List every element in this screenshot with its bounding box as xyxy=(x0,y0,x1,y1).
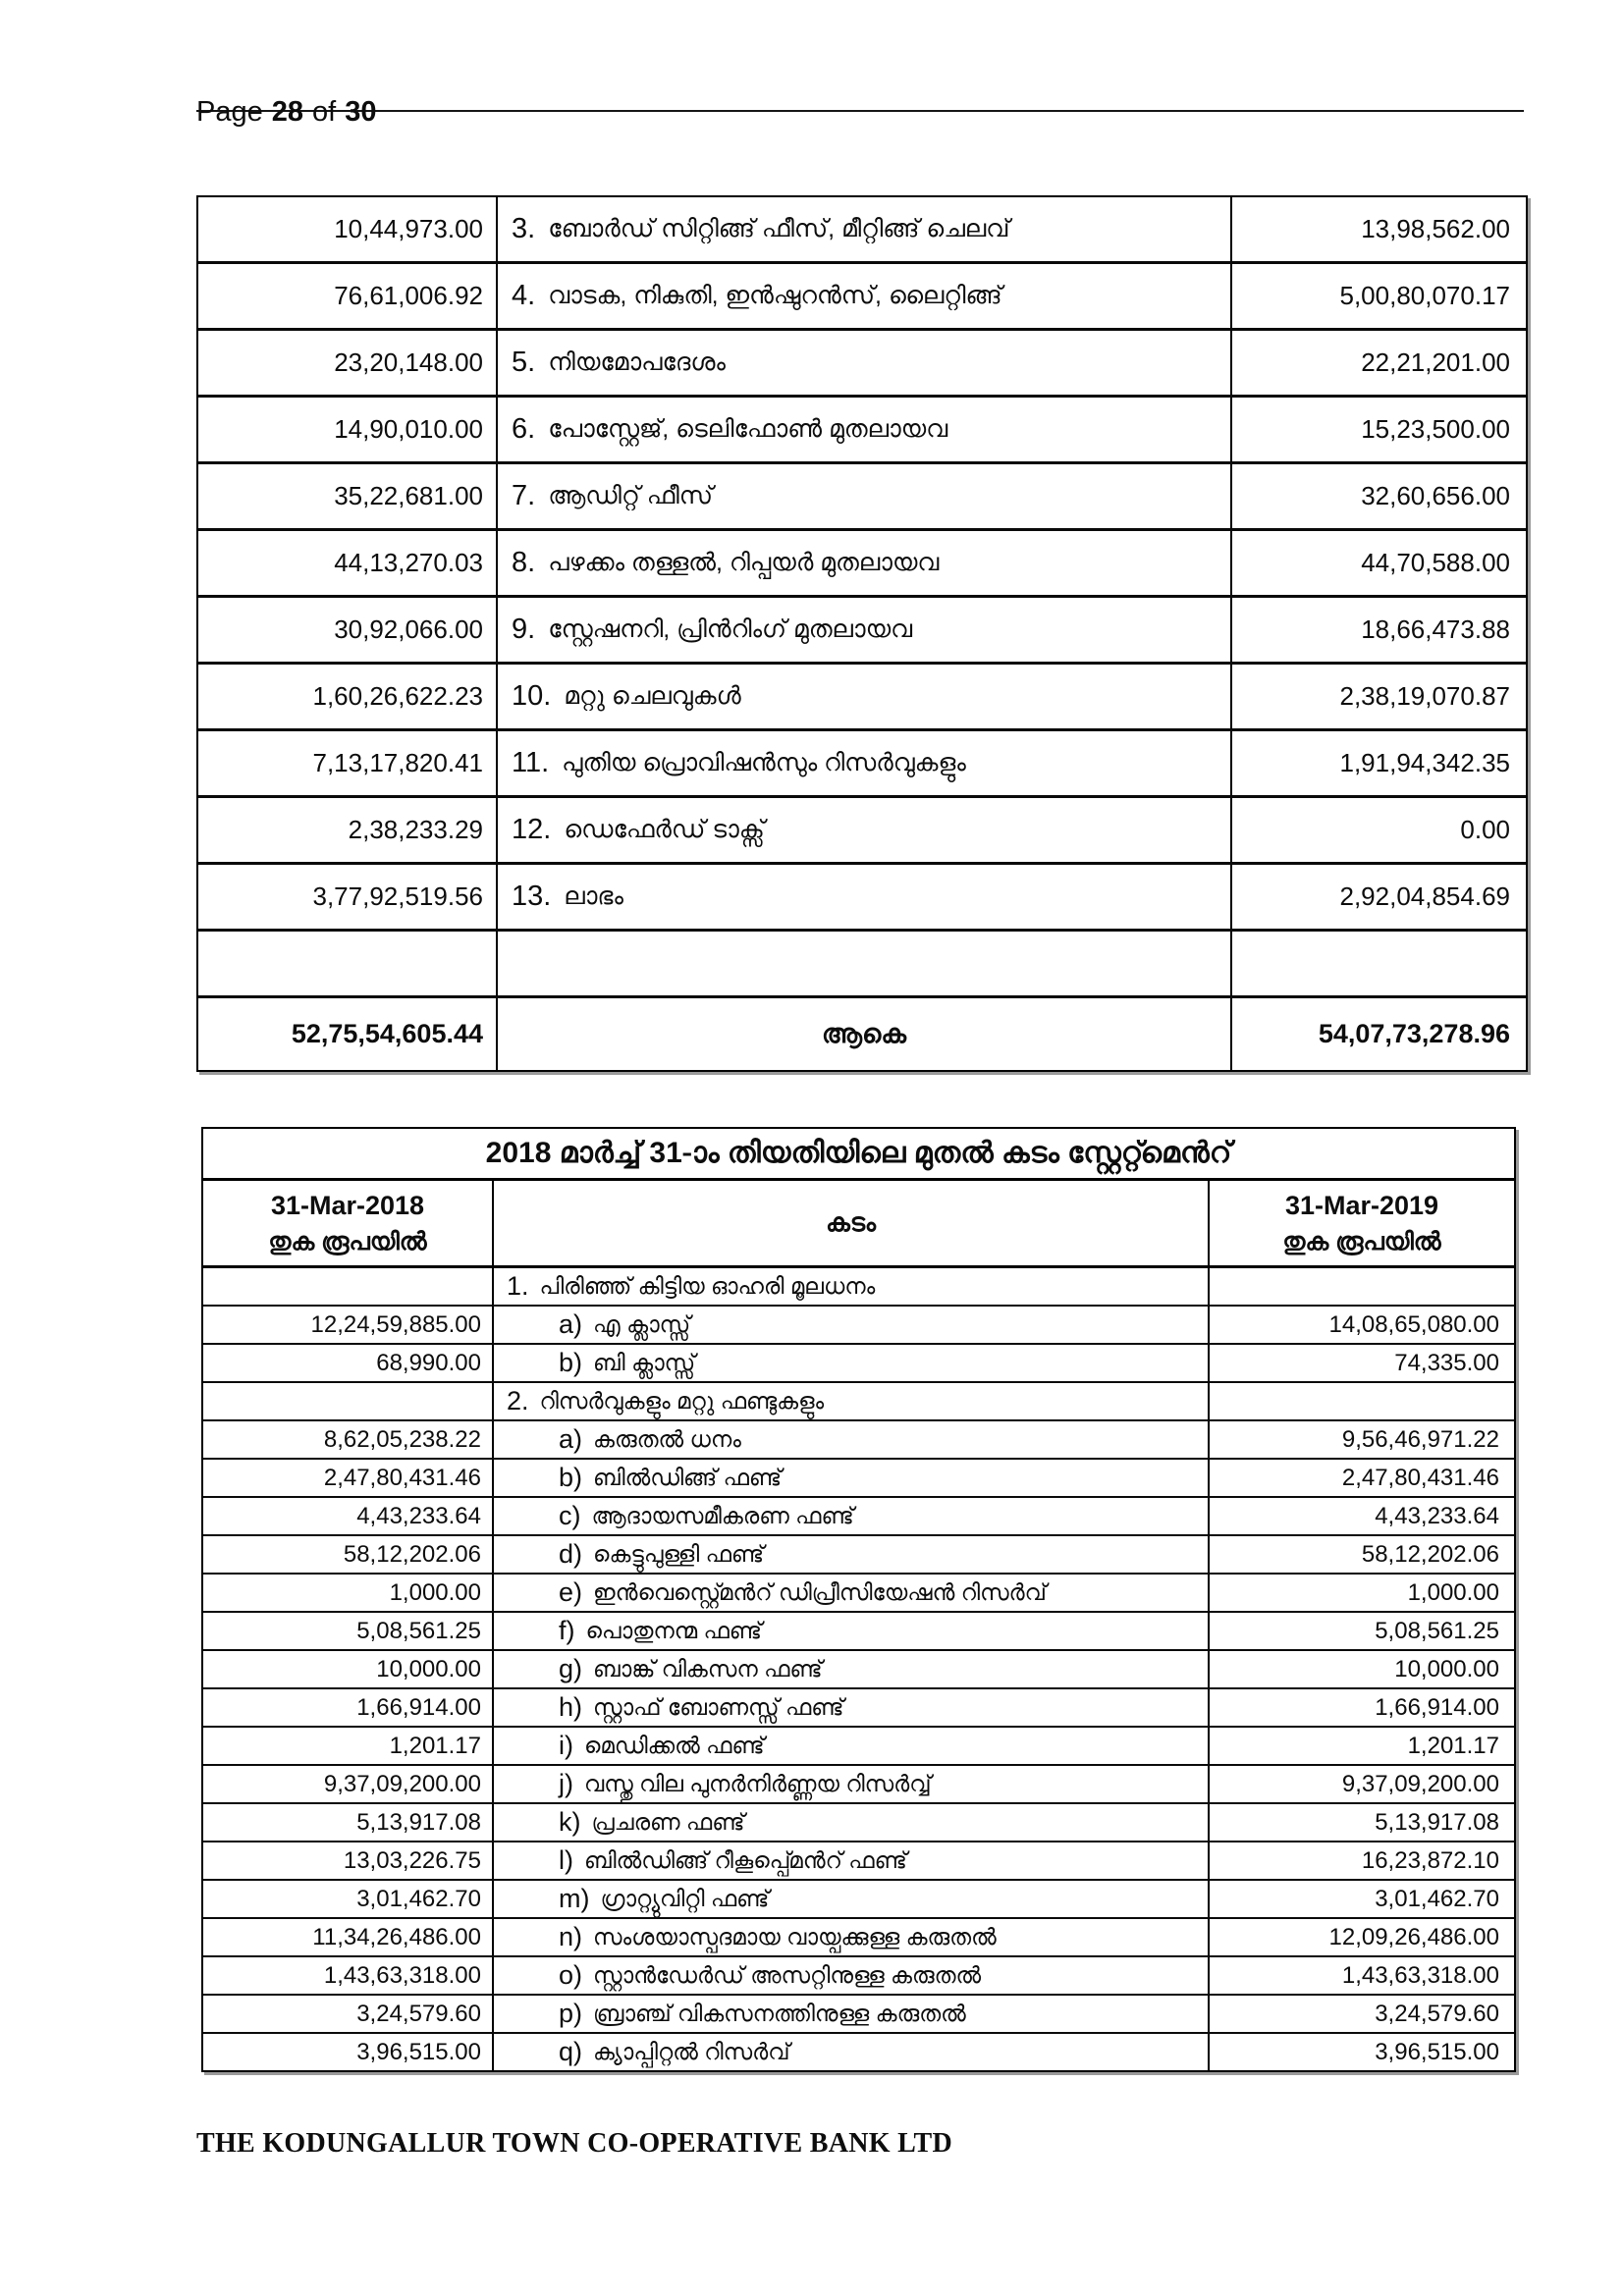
particular-cell xyxy=(494,1460,1210,1496)
amount-2019-cell: 3,24,579.60 xyxy=(1375,2000,1499,2027)
amount-2018-cell: 10,000.00 xyxy=(203,1651,494,1687)
item-label: ബിൽഡിങ്ങ് റീകൂപ്പ്മെൻറ് ഫണ്ട് xyxy=(584,1847,907,1873)
amount-2019-cell: 9,37,09,200.00 xyxy=(1341,1770,1499,1797)
particular-cell xyxy=(494,1881,1210,1917)
amount-2018-cell: 3,77,92,519.56 xyxy=(198,865,498,929)
table-row xyxy=(198,464,1526,531)
amount-2018-cell: 5,13,917.08 xyxy=(203,1804,494,1841)
particular-cell xyxy=(498,665,1232,728)
table-row xyxy=(203,1421,1514,1460)
item-label: കെട്ടുപുള്ളി ഫണ്ട് xyxy=(593,1541,765,1567)
item-number: 9. xyxy=(512,614,536,645)
particular-cell xyxy=(494,1957,1210,1994)
item-number: o) xyxy=(559,1960,583,1990)
item-label: പൊതുനന്മ ഫണ്ട് xyxy=(585,1618,763,1643)
table-row xyxy=(198,531,1526,598)
header-2019-unit: തുക രൂപയിൽ xyxy=(1282,1227,1441,1255)
item-number: b) xyxy=(559,1463,583,1492)
amount-2018-cell: 8,62,05,238.22 xyxy=(203,1421,494,1458)
particular-cell xyxy=(494,1919,1210,1955)
amount-2019-cell: 5,00,80,070.17 xyxy=(1339,281,1510,310)
item-label: സ്റ്റാഫ് ബോണസ്സ് ഫണ്ട് xyxy=(593,1694,844,1720)
page-of-label: of xyxy=(312,96,337,128)
total-2019-cell: 54,07,73,278.96 xyxy=(1318,1019,1510,1048)
item-number: 13. xyxy=(512,881,552,912)
amount-2018-cell: 2,38,233.29 xyxy=(198,798,498,862)
item-label: പോസ്റ്റേജ്, ടെലിഫോൺ മുതലായവ xyxy=(548,415,948,443)
table-row xyxy=(198,197,1526,264)
item-label: വാടക, നികുതി, ഇൻഷുറൻസ്, ലൈറ്റിങ്ങ് xyxy=(548,282,1002,309)
particular-cell xyxy=(494,1498,1210,1534)
bank-name: THE KODUNGALLUR TOWN CO-OPERATIVE BANK LTD xyxy=(196,2128,953,2159)
amount-2018-cell: 68,990.00 xyxy=(203,1345,494,1381)
header-particulars xyxy=(494,1181,1210,1265)
amount-2018-cell: 7,13,17,820.41 xyxy=(198,731,498,795)
item-number: c) xyxy=(559,1501,581,1530)
amount-2018-cell: 1,000.00 xyxy=(203,1575,494,1611)
amount-2019-cell: 2,92,04,854.69 xyxy=(1339,881,1510,911)
amount-2018-cell: 13,03,226.75 xyxy=(203,1842,494,1879)
amount-2019-cell: 3,96,515.00 xyxy=(1375,2038,1499,2065)
amount-2019-cell: 2,38,19,070.87 xyxy=(1339,681,1510,711)
amount-2019-cell: 1,000.00 xyxy=(1407,1578,1499,1606)
amount-2018-cell: 5,08,561.25 xyxy=(203,1613,494,1649)
particular-cell xyxy=(494,1651,1210,1687)
table-row xyxy=(203,1766,1514,1804)
item-label: പിരിഞ്ഞ് കിട്ടിയ ഓഹരി മൂലധനം xyxy=(539,1273,876,1299)
particular-cell xyxy=(494,1728,1210,1764)
total-row xyxy=(198,998,1526,1070)
particular-cell xyxy=(494,1575,1210,1611)
amount-2019-cell: 16,23,872.10 xyxy=(1361,1846,1499,1874)
amount-2019-cell: 9,56,46,971.22 xyxy=(1341,1425,1499,1453)
item-number: 11. xyxy=(512,747,550,778)
particular-cell xyxy=(494,1766,1210,1802)
item-label: ബാങ്ക് വികസന ഫണ്ട് xyxy=(593,1656,823,1682)
amount-2019-cell: 5,08,561.25 xyxy=(1375,1617,1499,1644)
table-row xyxy=(203,1957,1514,1996)
item-number: 3. xyxy=(512,213,536,244)
header-2018-date: 31-Mar-2018 xyxy=(270,1190,425,1220)
particular-cell xyxy=(498,464,1232,528)
item-number: 5. xyxy=(512,347,536,378)
particular-cell xyxy=(498,398,1232,461)
amount-2019-cell: 3,01,462.70 xyxy=(1375,1885,1499,1912)
item-number: 8. xyxy=(512,547,536,578)
amount-2019-cell: 74,335.00 xyxy=(1394,1349,1499,1376)
amount-2018-cell: 3,24,579.60 xyxy=(203,1996,494,2032)
amount-2019-cell: 0.00 xyxy=(1460,815,1510,844)
item-number: q) xyxy=(559,2037,583,2066)
table-row xyxy=(203,1498,1514,1536)
particular-cell xyxy=(494,2034,1210,2070)
table-row xyxy=(203,1919,1514,1957)
amount-2018-cell: 1,60,26,622.23 xyxy=(198,665,498,728)
table-row xyxy=(203,1804,1514,1842)
item-number: e) xyxy=(559,1577,583,1607)
table-row xyxy=(203,1460,1514,1498)
particular-cell xyxy=(498,798,1232,862)
total-label-cell: ആകെ xyxy=(498,998,1232,1070)
item-label: ആഡിറ്റ് ഫീസ് xyxy=(548,482,714,509)
header-particulars-label: കടം xyxy=(825,1207,876,1237)
expense-table xyxy=(196,195,1528,1072)
page-total: 30 xyxy=(345,96,377,128)
item-number: f) xyxy=(559,1616,575,1645)
table-row xyxy=(198,398,1526,464)
amount-2019-cell xyxy=(1232,932,1526,995)
amount-2019-cell: 15,23,500.00 xyxy=(1361,414,1510,444)
table-row xyxy=(203,1689,1514,1728)
particular-cell xyxy=(498,531,1232,595)
item-label: എ ക്ലാസ്സ് xyxy=(593,1311,691,1337)
item-number: m) xyxy=(559,1884,590,1913)
item-number: g) xyxy=(559,1654,583,1683)
item-number: 7. xyxy=(512,480,536,511)
amount-2018-cell xyxy=(198,932,498,995)
amount-2018-cell: 58,12,202.06 xyxy=(203,1536,494,1573)
table-row xyxy=(203,1536,1514,1575)
particular-cell xyxy=(494,1307,1210,1343)
amount-2018-cell: 14,90,010.00 xyxy=(198,398,498,461)
header-rule xyxy=(196,110,1524,112)
particular-cell xyxy=(498,197,1232,261)
item-number: h) xyxy=(559,1692,583,1722)
page-number xyxy=(196,96,376,129)
amount-2018-cell: 76,61,006.92 xyxy=(198,264,498,328)
item-number: i) xyxy=(559,1731,573,1760)
amount-2019-cell: 18,66,473.88 xyxy=(1361,614,1510,644)
table-row xyxy=(203,1307,1514,1345)
amount-2018-cell xyxy=(203,1383,494,1419)
table-row xyxy=(198,731,1526,798)
amount-2019-cell: 1,66,914.00 xyxy=(1375,1693,1499,1721)
table-row xyxy=(203,1651,1514,1689)
particular-cell xyxy=(498,598,1232,662)
amount-2018-cell: 4,43,233.64 xyxy=(203,1498,494,1534)
header-2019 xyxy=(1210,1181,1514,1265)
amount-2018-cell: 9,37,09,200.00 xyxy=(203,1766,494,1802)
page-current: 28 xyxy=(271,96,303,128)
table-row xyxy=(198,264,1526,331)
amount-2019-cell: 32,60,656.00 xyxy=(1361,481,1510,510)
particular-cell xyxy=(494,1996,1210,2032)
amount-2019-cell: 12,09,26,486.00 xyxy=(1328,1923,1499,1950)
amount-2018-cell: 12,24,59,885.00 xyxy=(203,1307,494,1343)
amount-2018-cell: 3,96,515.00 xyxy=(203,2034,494,2070)
item-number: 4. xyxy=(512,280,536,311)
empty-row xyxy=(198,932,1526,998)
amount-2019-cell: 1,201.17 xyxy=(1407,1732,1499,1759)
table-row xyxy=(198,665,1526,731)
item-number: n) xyxy=(559,1922,583,1951)
particular-cell xyxy=(498,331,1232,395)
item-label: സംശയാസ്പദമായ വായ്പക്കുള്ള കരുതൽ xyxy=(593,1924,997,1949)
item-number: b) xyxy=(559,1348,583,1377)
amount-2019-cell: 58,12,202.06 xyxy=(1361,1540,1499,1568)
item-label: ഡെഫേർഡ് ടാക്സ് xyxy=(564,816,765,843)
table-row xyxy=(203,2034,1514,2070)
item-number: d) xyxy=(559,1539,583,1569)
table-header-row xyxy=(203,1181,1514,1268)
particular-cell xyxy=(494,1383,1210,1419)
item-label: പ്രചരണ ഫണ്ട് xyxy=(591,1809,745,1835)
particular-cell xyxy=(494,1345,1210,1381)
particular-cell xyxy=(498,865,1232,929)
table-row xyxy=(203,1842,1514,1881)
amount-2018-cell: 30,92,066.00 xyxy=(198,598,498,662)
item-number: 6. xyxy=(512,413,536,445)
item-number: j) xyxy=(559,1769,573,1798)
item-number: a) xyxy=(559,1424,583,1454)
table-row xyxy=(198,598,1526,665)
particular-cell xyxy=(494,1842,1210,1879)
item-label: പുതിയ പ്രൊവിഷൻസും റിസർവുകളും xyxy=(562,749,966,776)
table-row xyxy=(203,1728,1514,1766)
item-label: സ്റ്റാൻഡേർഡ് അസറ്റിനുള്ള കരുതൽ xyxy=(593,1962,982,1988)
header-2018-unit: തുക രൂപയിൽ xyxy=(268,1227,427,1255)
amount-2019-cell: 4,43,233.64 xyxy=(1375,1502,1499,1529)
amount-2019-cell: 14,08,65,080.00 xyxy=(1328,1310,1499,1338)
particular-cell xyxy=(494,1268,1210,1305)
section-row xyxy=(203,1268,1514,1307)
amount-2019-cell: 1,91,94,342.35 xyxy=(1339,748,1510,777)
item-label: ഇൻവെസ്റ്റ്മെൻറ് ഡിപ്രീസിയേഷൻ റിസർവ് xyxy=(593,1579,1047,1605)
page-label: Page xyxy=(196,96,263,128)
item-number: p) xyxy=(559,1999,583,2028)
amount-2019-cell xyxy=(1210,1383,1514,1419)
item-number: k) xyxy=(559,1807,581,1837)
table-row xyxy=(198,865,1526,932)
item-number: a) xyxy=(559,1309,583,1339)
item-label: ലാഭം xyxy=(564,882,623,910)
item-label: ബോർഡ് സിറ്റിങ്ങ് ഫീസ്, മീറ്റിങ്ങ് ചെലവ് xyxy=(548,215,1010,242)
liabilities-table xyxy=(201,1127,1516,2072)
table-row xyxy=(203,1881,1514,1919)
amount-2019-cell: 2,47,80,431.46 xyxy=(1341,1464,1499,1491)
amount-2018-cell: 11,34,26,486.00 xyxy=(203,1919,494,1955)
particular-cell xyxy=(494,1689,1210,1726)
item-label: ആദായസമീകരണ ഫണ്ട് xyxy=(591,1503,854,1528)
amount-2018-cell: 1,201.17 xyxy=(203,1728,494,1764)
amount-2019-cell: 1,43,63,318.00 xyxy=(1341,1961,1499,1989)
amount-2019-cell: 13,98,562.00 xyxy=(1361,214,1510,243)
item-number: 1. xyxy=(507,1271,529,1301)
amount-2018-cell: 2,47,80,431.46 xyxy=(203,1460,494,1496)
particular-cell xyxy=(494,1804,1210,1841)
item-label: പഴക്കം തള്ളൽ, റിപ്പയർ മുതലായവ xyxy=(548,549,940,576)
item-number: 10. xyxy=(512,680,552,712)
particular-cell xyxy=(494,1421,1210,1458)
amount-2019-cell: 5,13,917.08 xyxy=(1375,1808,1499,1836)
item-number: 2. xyxy=(507,1386,529,1415)
item-label: ബി ക്ലാസ്സ് xyxy=(593,1350,696,1375)
item-number: l) xyxy=(559,1845,573,1875)
item-label: നിയമോപദേശം xyxy=(548,348,726,376)
amount-2018-cell: 23,20,148.00 xyxy=(198,331,498,395)
table-row xyxy=(203,1996,1514,2034)
item-label: സ്റ്റേഷനറി, പ്രിൻറിംഗ് മുതലായവ xyxy=(548,615,913,643)
particular-cell xyxy=(498,932,1232,995)
amount-2018-cell: 44,13,270.03 xyxy=(198,531,498,595)
particular-cell xyxy=(494,1613,1210,1649)
amount-2019-cell xyxy=(1210,1268,1514,1305)
item-label: ബ്രാഞ്ച് വികസനത്തിനുള്ള കരുതൽ xyxy=(593,2001,966,2026)
amount-2018-cell: 35,22,681.00 xyxy=(198,464,498,528)
particular-cell xyxy=(498,731,1232,795)
table-row xyxy=(203,1345,1514,1383)
table-row xyxy=(198,331,1526,398)
particular-cell xyxy=(494,1536,1210,1573)
item-label: കരുതൽ ധനം xyxy=(593,1426,741,1452)
item-label: ബിൽഡിങ്ങ് ഫണ്ട് xyxy=(593,1465,783,1490)
amount-2018-cell xyxy=(203,1268,494,1305)
amount-2018-cell: 3,01,462.70 xyxy=(203,1881,494,1917)
item-label: റിസർവുകളും മറ്റു ഫണ്ടുകളും xyxy=(539,1388,825,1414)
item-label: മെഡിക്കൽ ഫണ്ട് xyxy=(584,1733,765,1758)
table-title: 2018 മാർച്ച് 31-ാം തിയതിയിലെ മുതൽ കടം സ്റ്റേറ്റ്മെൻറ് xyxy=(203,1129,1514,1181)
total-2018-cell: 52,75,54,605.44 xyxy=(198,998,498,1070)
header-2018 xyxy=(203,1181,494,1265)
item-label: മറ്റു ചെലവുകൾ xyxy=(564,682,741,710)
amount-2018-cell: 10,44,973.00 xyxy=(198,197,498,261)
section-row xyxy=(203,1383,1514,1421)
table-row xyxy=(198,798,1526,865)
item-number: 12. xyxy=(512,814,552,845)
item-label: വസ്തു വില പുനർനിർണ്ണയ റിസർവ്വ് xyxy=(584,1771,932,1796)
amount-2018-cell: 1,66,914.00 xyxy=(203,1689,494,1726)
table-row xyxy=(203,1575,1514,1613)
header-2019-date: 31-Mar-2019 xyxy=(1284,1190,1439,1220)
amount-2019-cell: 10,000.00 xyxy=(1394,1655,1499,1682)
particular-cell xyxy=(498,264,1232,328)
item-label: ഗ്രാറ്റ്യുവിറ്റി ഫണ്ട് xyxy=(600,1886,770,1911)
amount-2019-cell: 22,21,201.00 xyxy=(1361,347,1510,377)
amount-2018-cell: 1,43,63,318.00 xyxy=(203,1957,494,1994)
table-row xyxy=(203,1613,1514,1651)
item-label: ക്യാപ്പിറ്റൽ റിസർവ് xyxy=(593,2039,790,2064)
amount-2019-cell: 44,70,588.00 xyxy=(1361,548,1510,577)
